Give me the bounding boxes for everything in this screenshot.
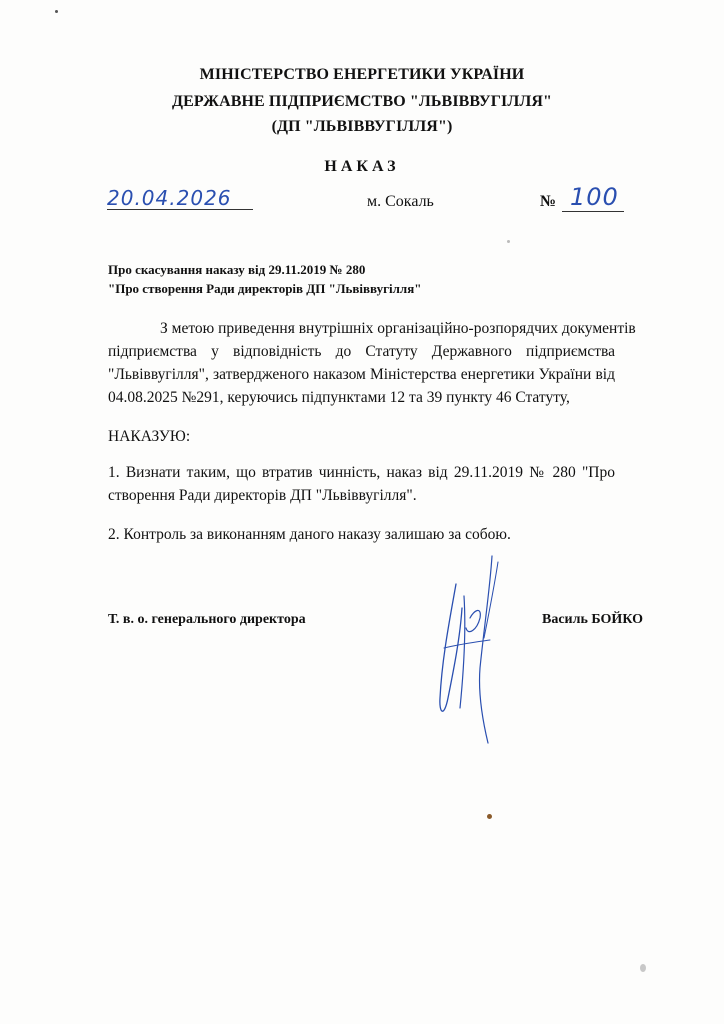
speck bbox=[487, 814, 492, 819]
document-title: НАКАЗ bbox=[324, 158, 400, 175]
item-1-line: створення Ради директорів ДП "Львіввугілля". bbox=[108, 487, 417, 504]
speck bbox=[640, 964, 646, 972]
subject-line-1: Про скасування наказу від 29.11.2019 № 280 bbox=[108, 262, 366, 277]
preamble-line: 04.08.2025 №291, керуючись підпунктами 12 та 39 пункту 46 Статуту, bbox=[108, 389, 570, 406]
enterprise-name: ДЕРЖАВНЕ ПІДПРИЄМСТВО "ЛЬВІВВУГІЛЛЯ" bbox=[171, 93, 553, 110]
order-word: НАКАЗУЮ: bbox=[108, 428, 191, 445]
speck bbox=[55, 10, 58, 13]
signatory-role: Т. в. о. генерального директора bbox=[108, 612, 306, 627]
city: м. Сокаль bbox=[367, 193, 434, 210]
preamble-line: З метою приведення внутрішніх організаційно-розпорядчих документів bbox=[160, 320, 636, 337]
subject-line-2: "Про створення Ради директорів ДП "Львіввугілля" bbox=[108, 281, 422, 296]
number-sign: № bbox=[540, 193, 557, 210]
handwritten-number: 100 bbox=[570, 183, 619, 211]
preamble-line: підприємства у відповідність до Статуту Державного підприємства bbox=[108, 343, 615, 360]
item-2: 2. Контроль за виконанням даного наказу залишаю за собою. bbox=[108, 526, 511, 543]
handwritten-date: 20.04.2026 bbox=[107, 186, 232, 210]
date-underline bbox=[107, 209, 253, 210]
enterprise-short-name: (ДП "ЛЬВІВВУГІЛЛЯ") bbox=[271, 118, 453, 135]
number-underline bbox=[562, 211, 624, 212]
preamble-line: "Львіввугілля", затвердженого наказом Міністерства енергетики України від bbox=[108, 366, 615, 383]
item-1-line: 1. Визнати таким, що втратив чинність, наказ від 29.11.2019 № 280 "Про bbox=[108, 464, 615, 481]
speck bbox=[507, 240, 510, 243]
signatory-name: Василь БОЙКО bbox=[542, 612, 644, 627]
ministry-name: МІНІСТЕРСТВО ЕНЕРГЕТИКИ УКРАЇНИ bbox=[199, 66, 525, 83]
handwritten-signature bbox=[420, 548, 520, 748]
